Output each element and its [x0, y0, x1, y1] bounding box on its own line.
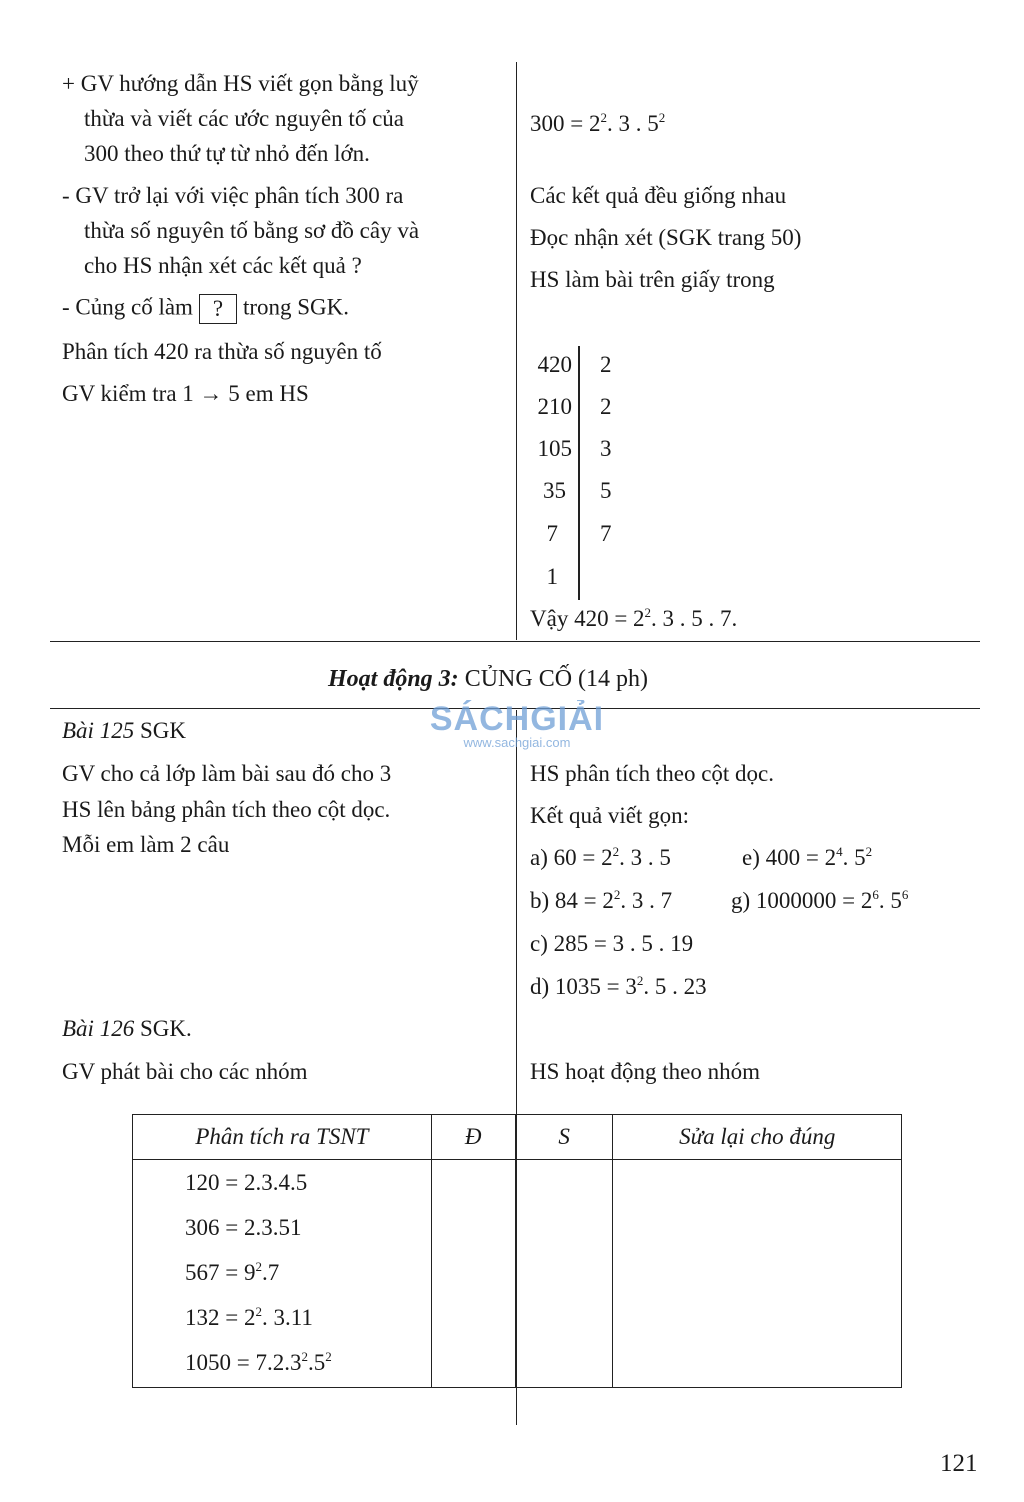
factor-prime: 7 — [600, 521, 612, 546]
answer-c: c) 285 = 3 . 5 . 19 — [530, 931, 694, 956]
section-rule-upper — [50, 641, 980, 642]
answer-e: e) $400 = 2^4$. $5^2$ — [742, 844, 873, 870]
student-text-line: Các kết quả đều giống nhau — [530, 183, 787, 208]
answer-a: a) $60 = 2^2$. 3 . 5 — [530, 844, 671, 870]
teacher-text-line: HS lên bảng phân tích theo cột dọc. — [62, 797, 391, 822]
table-row: 306 = 2.3.51 — [185, 1215, 302, 1240]
table-row: 120 = 2.3.4.5 — [185, 1170, 308, 1195]
factorization-table — [132, 1114, 902, 1388]
teacher-text-line: GV cho cả lớp làm bài sau đó cho 3 — [62, 761, 392, 786]
wrong-cell — [515, 1160, 613, 1388]
column-header: Đ — [431, 1115, 515, 1160]
column-header: Phân tích ra TSNT — [133, 1115, 432, 1160]
factor-prime: 5 — [600, 478, 612, 503]
table-body-row — [133, 1160, 902, 1388]
exercise-126-title: Bài 126 SGK. — [62, 1016, 192, 1041]
teacher-text-line: Mỗi em làm 2 câu — [62, 832, 230, 857]
table-header-row — [133, 1115, 902, 1160]
table-row: $1050 = 7.2.3^2.5^2$ — [185, 1349, 332, 1375]
teacher-text-line: thừa số nguyên tố bằng sơ đồ cây và — [84, 218, 420, 243]
factor-divider — [578, 346, 580, 600]
conclusion-420: Vậy $420 = 2^2$. 3 . 5 . 7. — [530, 605, 738, 631]
exercise-125-title: Bài 125 SGK — [62, 718, 186, 743]
factorization-cell — [133, 1160, 432, 1388]
activity-heading: Hoạt động 3: CỦNG CỐ (14 ph) — [328, 666, 649, 692]
answer-d: d) $1035 = 3^2$. 5 . 23 — [530, 973, 707, 999]
factor-dividend: 35 — [543, 478, 566, 503]
answer-b: b) $84 = 2^2$. 3 . 7 — [530, 887, 673, 913]
student-text-line: HS hoạt động theo nhóm — [530, 1059, 760, 1084]
student-text-line: HS phân tích theo cột dọc. — [530, 761, 775, 786]
watermark-logo: SÁCHGIẢI www.sachgiai.com — [429, 700, 605, 750]
factor-dividend: 1 — [546, 564, 558, 589]
page-number: 121 — [940, 1450, 978, 1477]
teacher-text-line: Phân tích 420 ra thừa số nguyên tố — [62, 339, 382, 364]
factor-dividend: 420 — [537, 352, 572, 377]
teacher-text-line: GV kiểm tra 1 → 5 em HS — [62, 381, 309, 406]
teacher-text-line: + GV hướng dẫn HS viết gọn bằng luỹ — [62, 71, 419, 96]
teacher-text-line: cho HS nhận xét các kết quả ? — [84, 253, 362, 278]
factor-prime: 3 — [600, 436, 612, 461]
student-text-line: Kết quả viết gọn: — [530, 803, 690, 828]
factor-dividend: 210 — [537, 394, 572, 419]
factor-prime: 2 — [600, 394, 612, 419]
teacher-text-line: 300 theo thứ tự từ nhỏ đến lớn. — [84, 141, 370, 166]
correction-cell — [613, 1160, 902, 1388]
teacher-text-line — [62, 294, 349, 324]
factor-prime: 2 — [600, 352, 612, 377]
teacher-text-line: GV phát bài cho các nhóm — [62, 1059, 308, 1084]
table-row: $132 = 2^2$. 3.11 — [185, 1304, 313, 1330]
question-box-icon: ? — [199, 294, 237, 324]
equation-300: $300 = 2^2$. 3 . $5^2$ — [530, 110, 666, 136]
factor-dividend: 7 — [546, 521, 558, 546]
column-header: S — [515, 1115, 613, 1160]
column-header: Sửa lại cho đúng — [613, 1115, 902, 1160]
teacher-text-line: thừa và viết các ước nguyên tố của — [84, 106, 404, 131]
consolidate-label-end: trong SGK. — [242, 294, 350, 320]
teacher-text-line: - GV trở lại với việc phân tích 300 ra — [62, 183, 404, 208]
column-divider-top — [516, 62, 517, 640]
student-text-line: HS làm bài trên giấy trong — [530, 267, 775, 292]
table-row: $567 = 9^2.7$ — [185, 1259, 280, 1285]
correct-cell — [431, 1160, 515, 1388]
consolidate-label: - Củng cố làm — [62, 294, 193, 320]
factor-dividend: 105 — [537, 436, 572, 461]
student-text-line: Đọc nhận xét (SGK trang 50) — [530, 225, 802, 250]
answer-g: g) $1000000 = 2^6$. $5^6$ — [731, 887, 909, 913]
